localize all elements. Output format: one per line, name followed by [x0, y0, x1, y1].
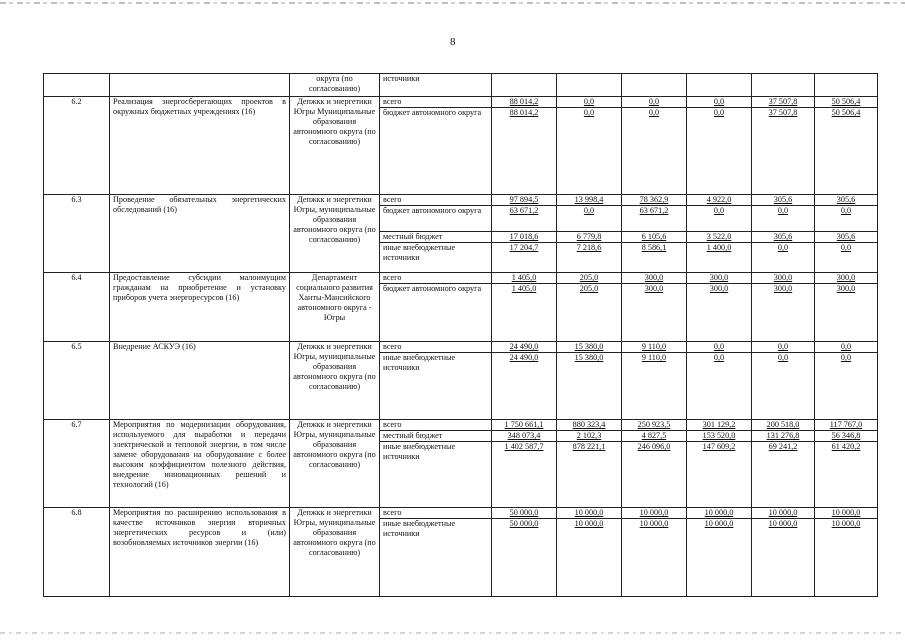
cell-values: [492, 195, 557, 273]
cell-value: 0,0: [713, 108, 725, 117]
cell-value: 300,0: [622, 273, 686, 284]
cell-values: [622, 342, 687, 420]
cell-values: [557, 342, 622, 420]
cell-values: [752, 97, 815, 195]
cell-value: 69 241,2: [768, 442, 798, 451]
cell-value: 300,0: [709, 284, 729, 293]
cell-value: 10 000,0: [752, 508, 814, 519]
row-number: 6.3: [44, 195, 110, 273]
cell-value: 6 105,6: [622, 232, 686, 243]
row-sources: [380, 342, 492, 420]
cell-value: 1 750 661,1: [492, 420, 556, 431]
cell-value: 0,0: [713, 353, 725, 362]
row-number: 6.8: [44, 508, 110, 597]
cell-value: 1 405,0: [511, 284, 537, 293]
cell-value: 6 779,8: [557, 232, 621, 243]
cell-value: 300,0: [752, 273, 814, 284]
cell-value: 348 073,4: [492, 431, 556, 442]
cell-value: 878 221,1: [572, 442, 606, 451]
cell-values: [815, 508, 878, 597]
cell-value: 37 507,8: [752, 97, 814, 108]
row-sources: [380, 508, 492, 597]
table-row-continuation: [44, 74, 878, 97]
cell-value: 17 018,6: [492, 232, 556, 243]
cell-values: [752, 273, 815, 342]
row-sources: [380, 195, 492, 273]
cell-values: [492, 342, 557, 420]
source-label: всего: [380, 342, 491, 353]
row-executor: Департамент социального развития Ханты-Мансийского автономного округа - Югры: [290, 273, 380, 342]
table-row: [44, 420, 878, 508]
cell-value: 8 586,1: [641, 243, 667, 252]
cell-values: [687, 420, 752, 508]
source-label: бюджет автономного округа: [383, 284, 482, 293]
row-name: Мероприятия по модернизации оборудования, используемого для выработки и передачи электрической и тепловой энергии, в том числе замене оборудования на оборудование с более высоким коэффициентом полезного действия, внедрение инновационных решений и технологий (16): [110, 420, 290, 508]
row-name: Реализация энергосберегающих проектов в окружных бюджетных учреждениях (16): [110, 97, 290, 195]
cell-value: 305,6: [815, 232, 877, 243]
row-sources: [380, 420, 492, 508]
cell-values: [752, 420, 815, 508]
cell-values: [687, 97, 752, 195]
row-sources: [380, 273, 492, 342]
cell-value: 1 400,0: [706, 243, 732, 252]
cell-value: 24 490,0: [509, 353, 539, 362]
source-label: иные внебюджетные источники: [383, 353, 456, 372]
cell-values: [622, 195, 687, 273]
row-number: 6.5: [44, 342, 110, 420]
cell-value: 300,0: [644, 284, 664, 293]
cell-value: 7 218,6: [576, 243, 602, 252]
cell-values: [815, 97, 878, 195]
table-row: [44, 195, 878, 273]
cell-value: 50 506,4: [815, 97, 877, 108]
source-label: иные внебюджетные источники: [383, 519, 456, 538]
cell-value: 37 507,8: [768, 108, 798, 117]
cell-value: 24 490,0: [492, 342, 556, 353]
cell-value: 301 129,2: [687, 420, 751, 431]
cell-value: 0,0: [648, 108, 660, 117]
cell-value: 131 276,8: [752, 431, 814, 442]
cell-value: 300,0: [773, 284, 793, 293]
cell-value: 9 110,0: [622, 342, 686, 353]
cell-value: 147 609,2: [702, 442, 736, 451]
table-row: [44, 342, 878, 420]
source-label: иные внебюджетные источники: [383, 243, 456, 262]
table-row: [44, 273, 878, 342]
cell-values: [752, 342, 815, 420]
cell-value: 0,0: [687, 97, 751, 108]
cell-values: [622, 97, 687, 195]
cell-value: 50 000,0: [509, 519, 539, 528]
cell-value: [815, 74, 878, 97]
cell-value: 10 000,0: [622, 508, 686, 519]
cell-value: 246 096,0: [637, 442, 671, 451]
cell-values: [622, 420, 687, 508]
cell-value: 300,0: [687, 273, 751, 284]
cell-value: 3 522,0: [687, 232, 751, 243]
cell-value: 2 102,3: [557, 431, 621, 442]
cell-value: 10 000,0: [768, 519, 798, 528]
cell-value: 15 380,0: [574, 353, 604, 362]
row-executor: Депжкк и энергетики Югры Муниципальные образования автономного округа (по согласованию): [290, 97, 380, 195]
cell-value: 0,0: [557, 97, 621, 108]
program-table: [43, 73, 878, 597]
cell-value: 10 000,0: [639, 519, 669, 528]
cell-values: [815, 195, 878, 273]
cell-value: 0,0: [752, 342, 814, 353]
cell-values: [492, 97, 557, 195]
cell-values: [687, 273, 752, 342]
cell-value: 88 014,2: [492, 97, 556, 108]
cell-value: 1 402 587,7: [504, 442, 544, 451]
cell-values: [492, 273, 557, 342]
cell-value: 17 204,7: [509, 243, 539, 252]
row-number: 6.2: [44, 97, 110, 195]
cell-value: 10 000,0: [557, 508, 621, 519]
row-executor: Депжкк и энергетики Югры, муниципальные образования автономного округа (по согласованию): [290, 195, 380, 273]
cell-value: 4 827,5: [622, 431, 686, 442]
cell-value: 88 014,2: [509, 108, 539, 117]
source-label: всего: [380, 508, 491, 519]
row-name: Мероприятия по расширению использования в качестве источников энергии вторичных энергетических ресурсов и (или) возобновляемых источников энергии (16): [110, 508, 290, 597]
cell-value: 15 380,0: [557, 342, 621, 353]
cell-value: 10 000,0: [574, 519, 604, 528]
row-number: 6.7: [44, 420, 110, 508]
row-executor: округа (по согласованию): [290, 74, 380, 97]
table-row: [44, 97, 878, 195]
cell-value: 305,6: [752, 232, 814, 243]
cell-value: 97 894,5: [492, 195, 556, 206]
table-row: [44, 508, 878, 597]
cell-values: [752, 508, 815, 597]
cell-value: 0,0: [557, 206, 621, 232]
cell-value: 0,0: [687, 342, 751, 353]
cell-values: [815, 342, 878, 420]
page-number: 8: [450, 36, 456, 48]
row-number: [44, 74, 110, 97]
cell-value: 880 323,4: [557, 420, 621, 431]
cell-value: 10 000,0: [704, 519, 734, 528]
source-label: бюджет автономного округа: [383, 108, 482, 117]
cell-values: [492, 508, 557, 597]
row-name: Предоставление субсидии малоимущим гражданам на приобретение и установку приборов учета энергоресурсов (16): [110, 273, 290, 342]
cell-value: 61 420,2: [831, 442, 861, 451]
cell-value: 0,0: [815, 206, 877, 232]
cell-value: 0,0: [777, 353, 789, 362]
row-executor: Депжкк и энергетики Югры, муниципальные образования автономного округа (по согласованию): [290, 420, 380, 508]
cell-value: [752, 74, 815, 97]
scan-edge-top: [0, 2, 905, 4]
scan-edge-bottom: [0, 632, 905, 634]
source-label: всего: [380, 273, 491, 284]
cell-values: [557, 420, 622, 508]
row-executor: Депжкк и энергетики Югры, муниципальные образования автономного округа (по согласованию): [290, 508, 380, 597]
source-label: всего: [380, 420, 491, 431]
source-label: местный бюджет: [380, 431, 491, 442]
cell-value: 250 923,5: [622, 420, 686, 431]
cell-values: [622, 273, 687, 342]
row-executor: Депжкк и энергетики Югры, муниципальные образования автономного округа (по согласованию): [290, 342, 380, 420]
source-label: всего: [380, 97, 491, 108]
row-number: 6.4: [44, 273, 110, 342]
cell-value: [492, 74, 557, 97]
cell-value: 0,0: [583, 108, 595, 117]
cell-value: 0,0: [840, 353, 852, 362]
cell-value: 4 922,0: [687, 195, 751, 206]
cell-values: [492, 420, 557, 508]
cell-value: 50 000,0: [492, 508, 556, 519]
row-name: [110, 74, 290, 97]
cell-value: 13 998,4: [557, 195, 621, 206]
cell-value: [687, 74, 752, 97]
cell-value: 0,0: [777, 243, 789, 252]
row-name: Проведение обязательных энергетических обследований (16): [110, 195, 290, 273]
cell-value: 9 110,0: [641, 353, 667, 362]
cell-values: [752, 195, 815, 273]
table-body: [44, 74, 878, 597]
row-sources: [380, 97, 492, 195]
cell-values: [815, 273, 878, 342]
cell-values: [687, 342, 752, 420]
cell-value: 78 362,9: [622, 195, 686, 206]
cell-values: [815, 420, 878, 508]
cell-value: 10 000,0: [831, 519, 861, 528]
cell-value: 0,0: [622, 97, 686, 108]
cell-value: 205,0: [579, 284, 599, 293]
source-label: всего: [380, 195, 491, 206]
cell-values: [557, 508, 622, 597]
cell-value: 205,0: [557, 273, 621, 284]
cell-value: [622, 74, 687, 97]
cell-value: 305,6: [752, 195, 814, 206]
cell-value: 0,0: [687, 206, 751, 232]
source-label: местный бюджет: [380, 232, 491, 243]
cell-value: 153 520,0: [687, 431, 751, 442]
source-label: бюджет автономного округа: [380, 206, 491, 232]
source-label: иные внебюджетные источники: [383, 442, 456, 461]
cell-value: 10 000,0: [687, 508, 751, 519]
cell-values: [687, 195, 752, 273]
cell-value: 200 518,0: [752, 420, 814, 431]
cell-values: [622, 508, 687, 597]
cell-value: 63 671,2: [492, 206, 556, 232]
cell-value: 300,0: [836, 284, 856, 293]
cell-value: 50 506,4: [831, 108, 861, 117]
cell-value: 0,0: [840, 243, 852, 252]
row-name: Внедрение АСКУЭ (16): [110, 342, 290, 420]
cell-value: 0,0: [752, 206, 814, 232]
cell-values: [557, 195, 622, 273]
cell-value: 10 000,0: [815, 508, 877, 519]
cell-value: 300,0: [815, 273, 877, 284]
cell-value: 1 405,0: [492, 273, 556, 284]
cell-value: 305,6: [815, 195, 877, 206]
cell-value: [557, 74, 622, 97]
cell-value: 63 671,2: [622, 206, 686, 232]
cell-value: 56 346,8: [815, 431, 877, 442]
cell-values: [557, 97, 622, 195]
cell-value: 0,0: [815, 342, 877, 353]
row-source: источники: [380, 74, 492, 97]
cell-value: 117 767,0: [815, 420, 877, 431]
cell-values: [687, 508, 752, 597]
cell-values: [557, 273, 622, 342]
